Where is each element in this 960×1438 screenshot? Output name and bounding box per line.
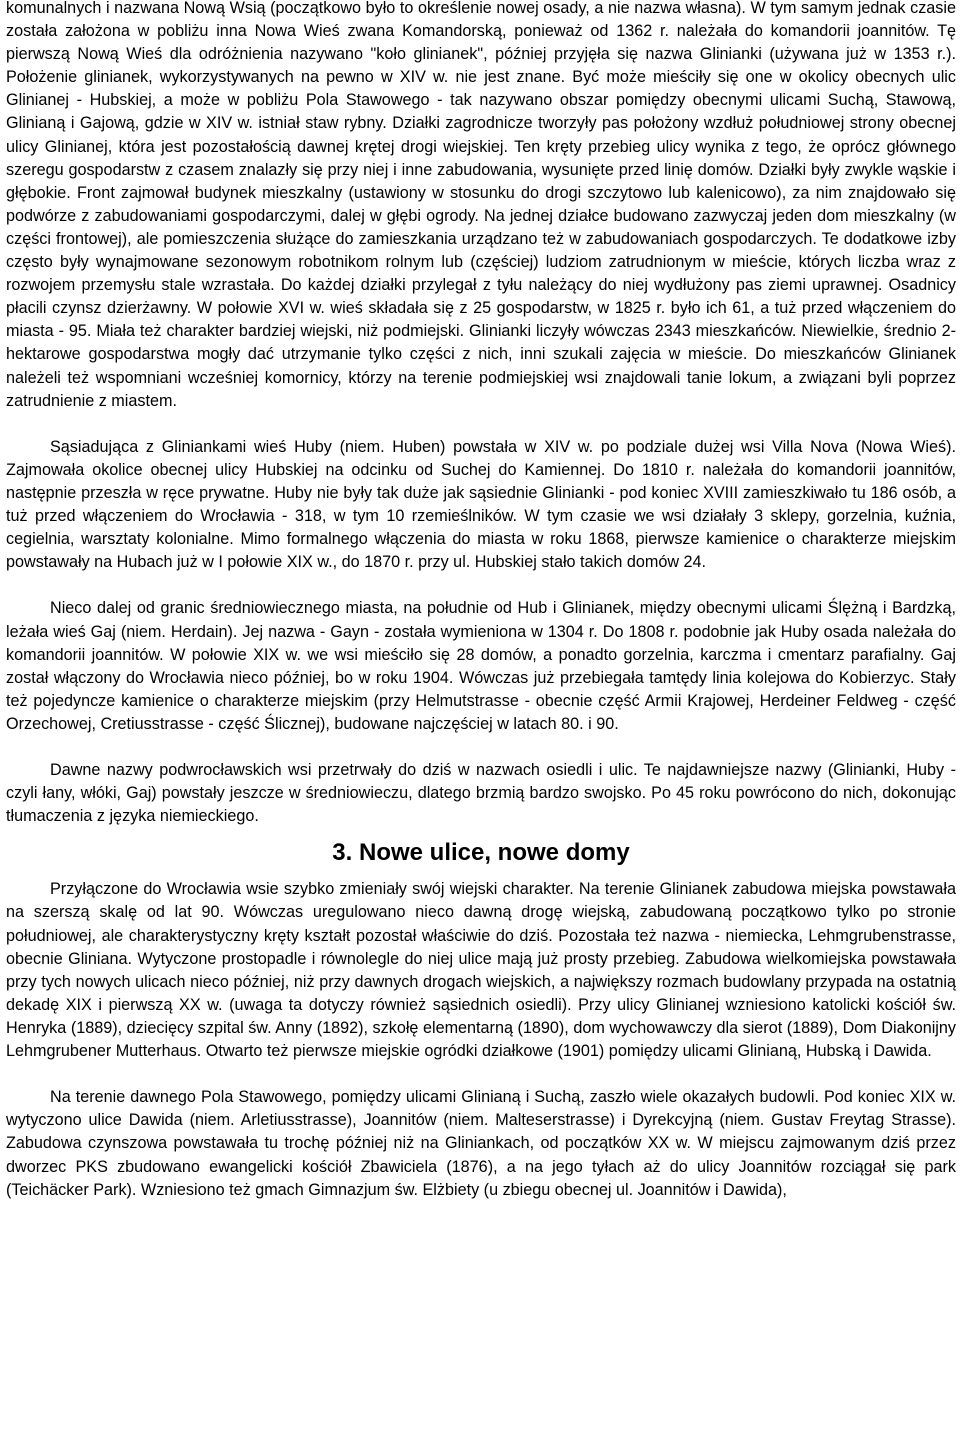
paragraph-glinianki: komunalnych i nazwana Nową Wsią (początkowo było to określenie nowej osady, a nie nazwa własna). W tym samym jednak czasie została założona w pobliżu inna Nowa Wieś zwana Komandorską, ponieważ od 1362 r. należała do komandorii joannitów. Tę pierwszą Nową Wieś dla odróżnienia nazywano "koło glinianek", później przyjęła się nazwa Glinianki (używana już w 1353 r.). Położenie glinianek, wykorzystywanych na pewno w XIV w. nie jest znane. Być może mieściły się one w okolicy obecnych ulic Glinianej - Hubskiej, a może w pobliżu Pola Stawowego - tak nazywano obszar pomiędzy obecnymi ulicami Suchą, Stawową, Glinianą i Gajową, gdzie w XIV w. istniał staw rybny. Działki zagrodnicze tworzyły pas położony wzdłuż południowej strony obecnej ulicy Glinianej, która jest pozostałością dawnej krętej drogi wiejskiej. Ten kręty przebieg ulicy wynika z tego, że oprócz głównego szeregu gospodarstw z czasem znalazły się przy niej i inne zabudowania, wysunięte przed linię domów. Działki były zwykle wąskie i głębokie. Front zajmował budynek mieszkalny (ustawiony w stosunku do drogi szczytowo lub kalenicowo), za nim znajdowało się podwórze z zabudowaniami gospodarczymi, dalej w głębi ogrody. Na jednej działce budowano zazwyczaj jeden dom mieszkalny (w części frontowej), ale pomieszczenia służące do zamieszkania urządzano też w zabudowaniach gospodarczych. Te dodatkowe izby często były wynajmowane sezonowym robotnikom rolnym lub (częściej) ludziom zatrudnionym w mieście, których liczba wraz z rozwojem przemysłu stale wzrastała. Do każdej działki przylegał z tyłu należący do niej wydłużony pas ziemi uprawnej. Osadnicy płacili czynsz dzierżawny. W połowie XVI w. wieś składała się z 25 gospodarstw, w 1825 r. było ich 61, a tuż przed włączeniem do miasta - 95. Miała też charakter bardziej wiejski, niż podmiejski. Glinianki liczyły wówczas 2343 mieszkańców. Niewielkie, średnio 2-hektarowe gospodarstwa mogły dać utrzymanie tylko części z nich, inni szukali zajęcia w mieście. Do mieszkańców Glinianek należeli też wspomniani wcześniej komornicy, którzy na terenie podmiejskiej wsi znajdowali tanie lokum, a związani byli poprzez zatrudnienie z miastem. [6,0,956,410]
paragraph-dawne-nazwy: Dawne nazwy podwrocławskich wsi przetrwały do dziś w nazwach osiedli i ulic. Te najdawniejsze nazwy (Glinianki, Huby - czyli łany, włóki, Gaj) powstały jeszcze w średniowieczu, dlatego brzmią bardzo swojsko. Po 45 roku powrócono do nich, dokonując tłumaczenia z języka niemieckiego. [6,761,956,826]
paragraph-pole-stawowe: Na terenie dawnego Pola Stawowego, pomiędzy ulicami Glinianą i Suchą, zaszło wiele okazałych budowli. Pod koniec XIX w. wytyczono ulice Dawida (niem. Arletiusstrasse), Joannitów (niem. Malteserstrasse) i Dyrekcyjną (niem. Gustav Freytag Strasse). Zabudowa czynszowa powstawała tu trochę później niż na Gliniankach, od początków XX w. W miejscu zajmowanym dziś przez dworzec PKS zbudowano ewangelicki kościół Zbawiciela (1876), a na jego tyłach aż do ulicy Joannitów rozciągał się park (Teichäcker Park). Wzniesiono też gmach Gimnazjum św. Elżbiety (u zbiegu obecnej ul. Joannitów i Dawida), [6,1088,956,1199]
paragraph-spacer [6,1063,956,1086]
paragraph-spacer [6,736,956,759]
document-page [6,0,956,1202]
paragraph-gaj: Nieco dalej od granic średniowiecznego miasta, na południe od Hub i Glinianek, między obecnymi ulicami Ślężną i Bardzką, leżała wieś Gaj (niem. Herdain). Jej nazwa - Gayn - została wymieniona w 1304 r. Do 1808 r. podobnie jak Huby osada należała do komandorii joannitów. W połowie XIX w. we wsi mieściło się 28 domów, a ponadto gorzelnia, karczma i cmentarz parafialny. Gaj został włączony do Wrocławia nieco później, bo w roku 1904. Wówczas już przebiegała tamtędy linia kolejowa do Kobierzyc. Stały też pojedyncze kamienice o charakterze miejskim (przy Helmutstrasse - obecnie część Armii Krajowej, Herdeiner Feldweg - część Orzechowej, Cretiusstrasse - część Ślicznej), budowane najczęściej w latach 80. i 90. [6,599,956,733]
paragraph-spacer [6,574,956,597]
section-heading: 3. Nowe ulice, nowe domy [332,839,630,867]
paragraph-huby: Sąsiadująca z Gliniankami wieś Huby (niem. Huben) powstała w XIV w. po podziale dużej wsi Villa Nova (Nowa Wieś). Zajmowała okolice obecnej ulicy Hubskiej na odcinku od Suchej do Kamiennej. Do 1810 r. należała do komandorii joannitów, następnie przeszła w ręce prywatne. Huby nie były tak duże jak sąsiednie Glinianki - pod koniec XVIII zamieszkiwało tu 186 osób, a tuż przed włączeniem do Wrocławia - 318, w tym 10 rzemieślników. W tym czasie we wsi działały 3 sklepy, gorzelnia, kuźnia, cegielnia, warsztaty kolonialne. Mimo formalnego włączenia do miasta w roku 1868, pierwsze kamienice o charakterze miejskim powstawały na Hubach już w I połowie XIX w., do 1870 r. przy ul. Hubskiej stało takich domów 24. [6,437,956,572]
paragraph-przylaczone: Przyłączone do Wrocławia wsie szybko zmieniały swój wiejski charakter. Na terenie Glinianek zabudowa miejska powstawała na szerszą skalę od lat 90. Wówczas uregulowano nieco dawną drogę wiejską, zabudowaną początkowo tylko po stronie południowej, ale charakterystyczny kręty kształt pozostał właściwie do dziś. Pozostała też nazwa - niemiecka, Lehmgrubenstrasse, obecnie Gliniana. Wytyczone prostopadle i równolegle do niej ulice mają już prosty przebieg. Zabudowa wielkomiejska powstawała przy tych nowych ulicach nieco później, niż przy dawnych drogach wiejskich, a największy rozmach budowlany przypada na ostatnią dekadę XIX i pierwszą XX w. (uwaga ta dotyczy również sąsiednich osiedli). Przy ulicy Glinianej wzniesiono katolicki kościół św. Henryka (1889), dziecięcy szpital św. Anny (1892), szkołę elementarną (1890), dom wychowawczy dla sierot (1889), Dom Diakonijny Lehmgrubener Mutterhaus. Otwarto też pierwsze miejskie ogródki działkowe (1901) pomiędzy ulicami Glinianą, Hubską i Dawida. [6,880,956,1061]
paragraph-spacer [6,413,956,436]
